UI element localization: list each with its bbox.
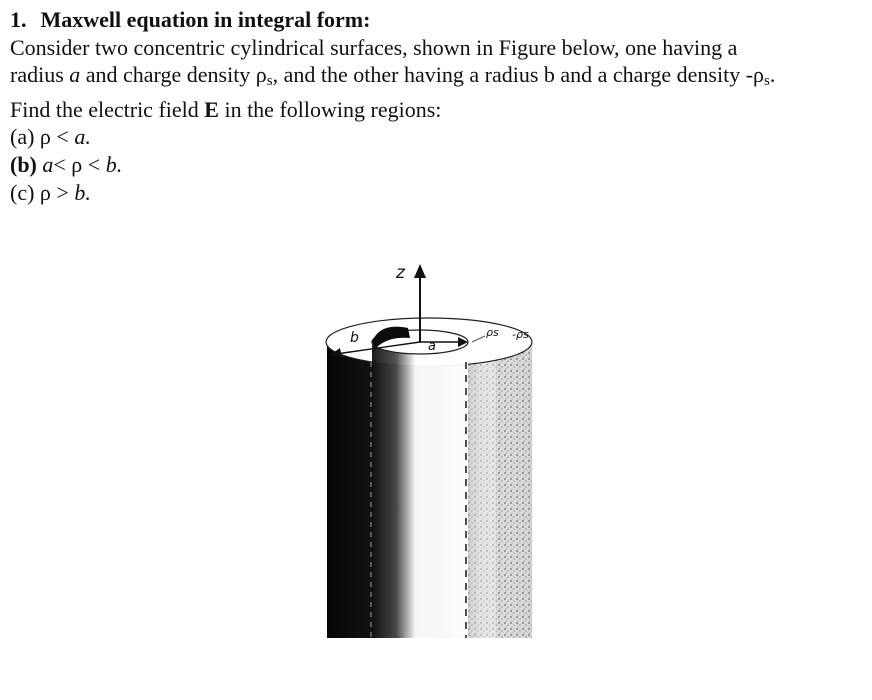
inner-density-label: ρs xyxy=(486,326,499,339)
line2-end: . xyxy=(769,62,776,88)
outer-density-label: -ρs xyxy=(512,328,529,341)
part-a-text: ρ < xyxy=(39,124,69,150)
outer-cylinder-right-edge xyxy=(496,342,532,638)
subscript-s: s xyxy=(266,73,273,90)
cylinder-diagram xyxy=(300,250,580,650)
question-block xyxy=(10,6,860,206)
radius-b-label: b xyxy=(350,330,359,346)
part-c xyxy=(10,179,860,207)
var-a: a xyxy=(69,62,81,88)
question-number: 1. xyxy=(10,7,27,32)
part-c-var: b. xyxy=(74,179,91,205)
line3-pre: Find the electric field xyxy=(10,96,199,122)
part-b xyxy=(10,151,860,179)
line2-pre: radius xyxy=(10,62,64,88)
subscript-s-2: s xyxy=(764,73,770,90)
part-a-var: a. xyxy=(74,124,91,150)
cylinder-figure xyxy=(300,250,580,650)
part-c-text: ρ > xyxy=(39,179,69,205)
part-b-var: a xyxy=(42,151,54,177)
line3-post: in the following regions: xyxy=(224,96,442,122)
question-line-2 xyxy=(10,61,860,96)
part-a-label: (a) xyxy=(10,124,35,150)
z-axis-arrowhead xyxy=(414,264,426,278)
z-axis-label: z xyxy=(396,263,405,283)
inner-cylinder-body xyxy=(372,342,468,638)
part-c-label: (c) xyxy=(10,179,35,205)
question-line-3 xyxy=(10,96,860,124)
question-line-1: Consider two concentric cylindrical surfaces, shown in Figure below, one having a xyxy=(10,34,738,60)
radius-a-label: a xyxy=(428,339,436,354)
field-symbol-e: E xyxy=(204,96,219,122)
line2-mid: and charge density ρ xyxy=(85,62,267,88)
question-heading xyxy=(10,6,860,34)
line2-post: , and the other having a radius b and a charge density -ρ xyxy=(272,62,764,88)
part-b-text: < ρ < xyxy=(53,151,101,177)
part-b-label: (b) xyxy=(10,151,37,177)
question-title: Maxwell equation in integral form: xyxy=(40,7,371,32)
part-b-var2: b. xyxy=(105,151,123,177)
part-a xyxy=(10,123,860,151)
